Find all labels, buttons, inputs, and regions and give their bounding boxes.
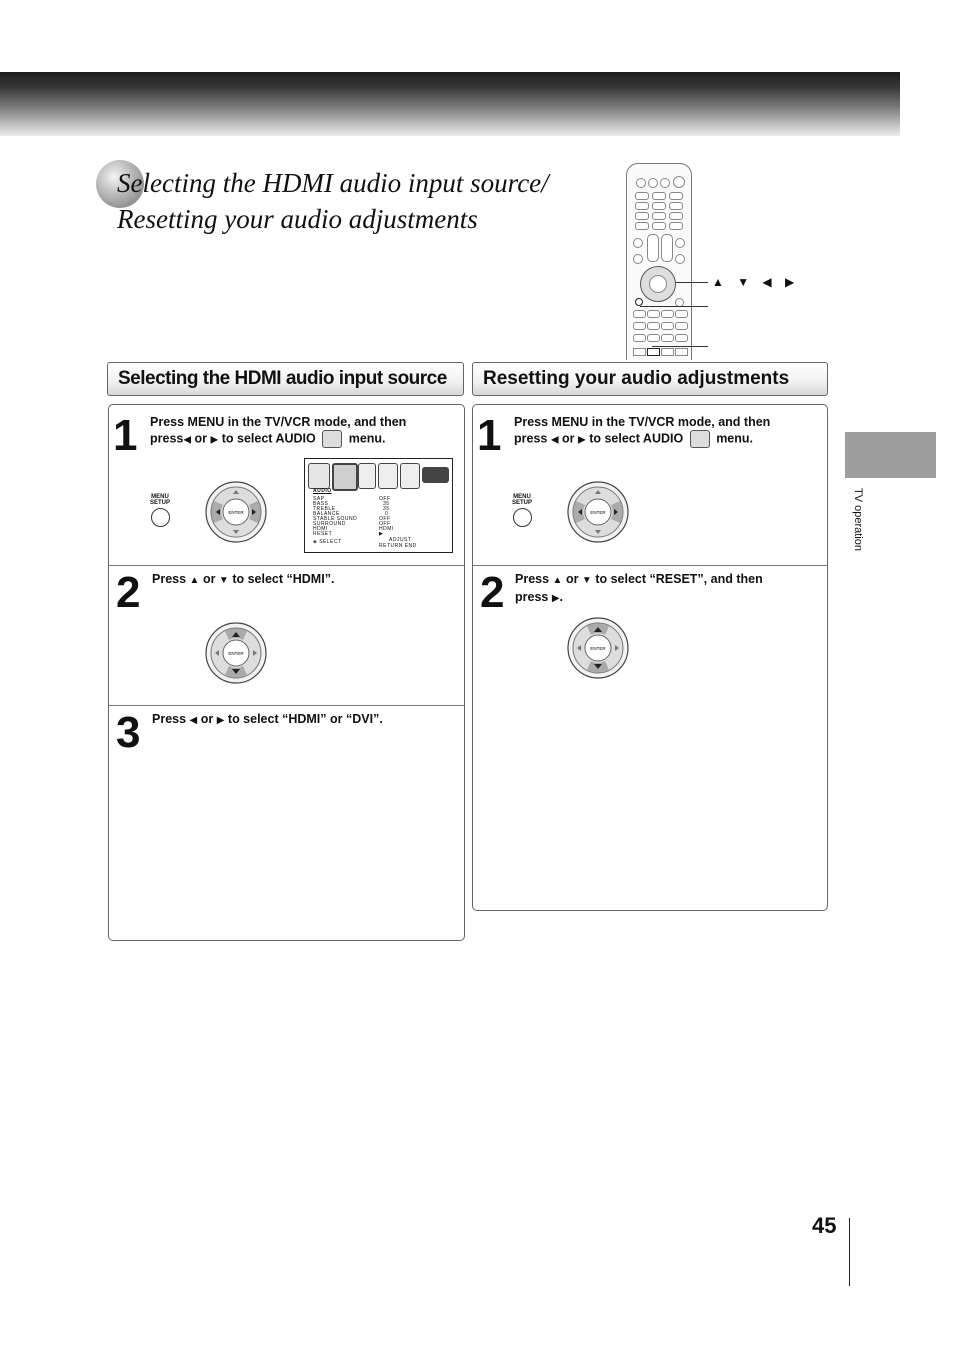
step-divider (473, 565, 827, 566)
page-title-line2: Resetting your audio adjustments (117, 204, 478, 234)
step-1-text: Press MENU in the TV/VCR mode, and then press ◀ or ▶ to select AUDIO menu. (514, 414, 819, 448)
step-number: 1 (477, 411, 502, 460)
dpad-icon (205, 481, 267, 543)
svg-text:ENTER: ENTER (228, 510, 244, 515)
dpad-icon (567, 617, 629, 679)
svg-text:ENTER: ENTER (590, 510, 606, 515)
step-2-text: Press ▲ or ▼ to select “HDMI”. (152, 572, 335, 586)
svg-text:ENTER: ENTER (228, 651, 244, 656)
step-2-text: Press ▲ or ▼ to select “RESET”, and then press ▶. (515, 572, 763, 604)
menu-setup-button: MENU SETUP (146, 494, 186, 530)
callout-line-dpad (676, 282, 708, 283)
section-header-hdmi-source: Selecting the HDMI audio input source (107, 362, 464, 396)
header-band (0, 72, 900, 136)
step-divider (109, 565, 464, 566)
callout-line-menu (640, 306, 708, 307)
menu-setup-button: MENU SETUP (508, 494, 548, 530)
chapter-tab (845, 432, 936, 478)
step-number: 2 (116, 568, 141, 617)
dpad-icon (567, 481, 629, 543)
remote-control-illustration (626, 163, 692, 360)
step-number: 2 (480, 568, 505, 617)
step-1-text: Press MENU in the TV/VCR mode, and then press◀ or ▶ to select AUDIO menu. (150, 414, 450, 448)
step-divider (109, 705, 464, 706)
right-steps-panel (472, 404, 828, 911)
arrow-keys-label: ▲ ▼ ◀ ▶ (712, 275, 800, 289)
audio-icon (322, 430, 342, 448)
audio-menu-screen: AUDIO SAP OFF BASS 35 TREBLE 35 BALANCE 0 STABLE SOUND OFF SURROUND OFF HDMI HDMI RESET ▶ ◈ SELECT ADJUST RETURN END (304, 458, 453, 553)
svg-text:ENTER: ENTER (590, 646, 606, 651)
page-title-line1: Selecting the HDMI audio input source/ (117, 168, 549, 198)
step-number: 3 (116, 708, 141, 757)
audio-icon (690, 430, 710, 448)
step-number: 1 (113, 411, 138, 460)
chapter-tab-label: TV operation (852, 488, 864, 551)
page-number-rule (849, 1218, 850, 1286)
page-number: 45 (812, 1213, 837, 1238)
dpad-icon (205, 622, 267, 684)
section-header-reset-audio: Resetting your audio adjustments (472, 362, 828, 396)
callout-line-enter (652, 346, 708, 347)
step-3-text: Press ◀ or ▶ to select “HDMI” or “DVI”. (152, 712, 383, 726)
